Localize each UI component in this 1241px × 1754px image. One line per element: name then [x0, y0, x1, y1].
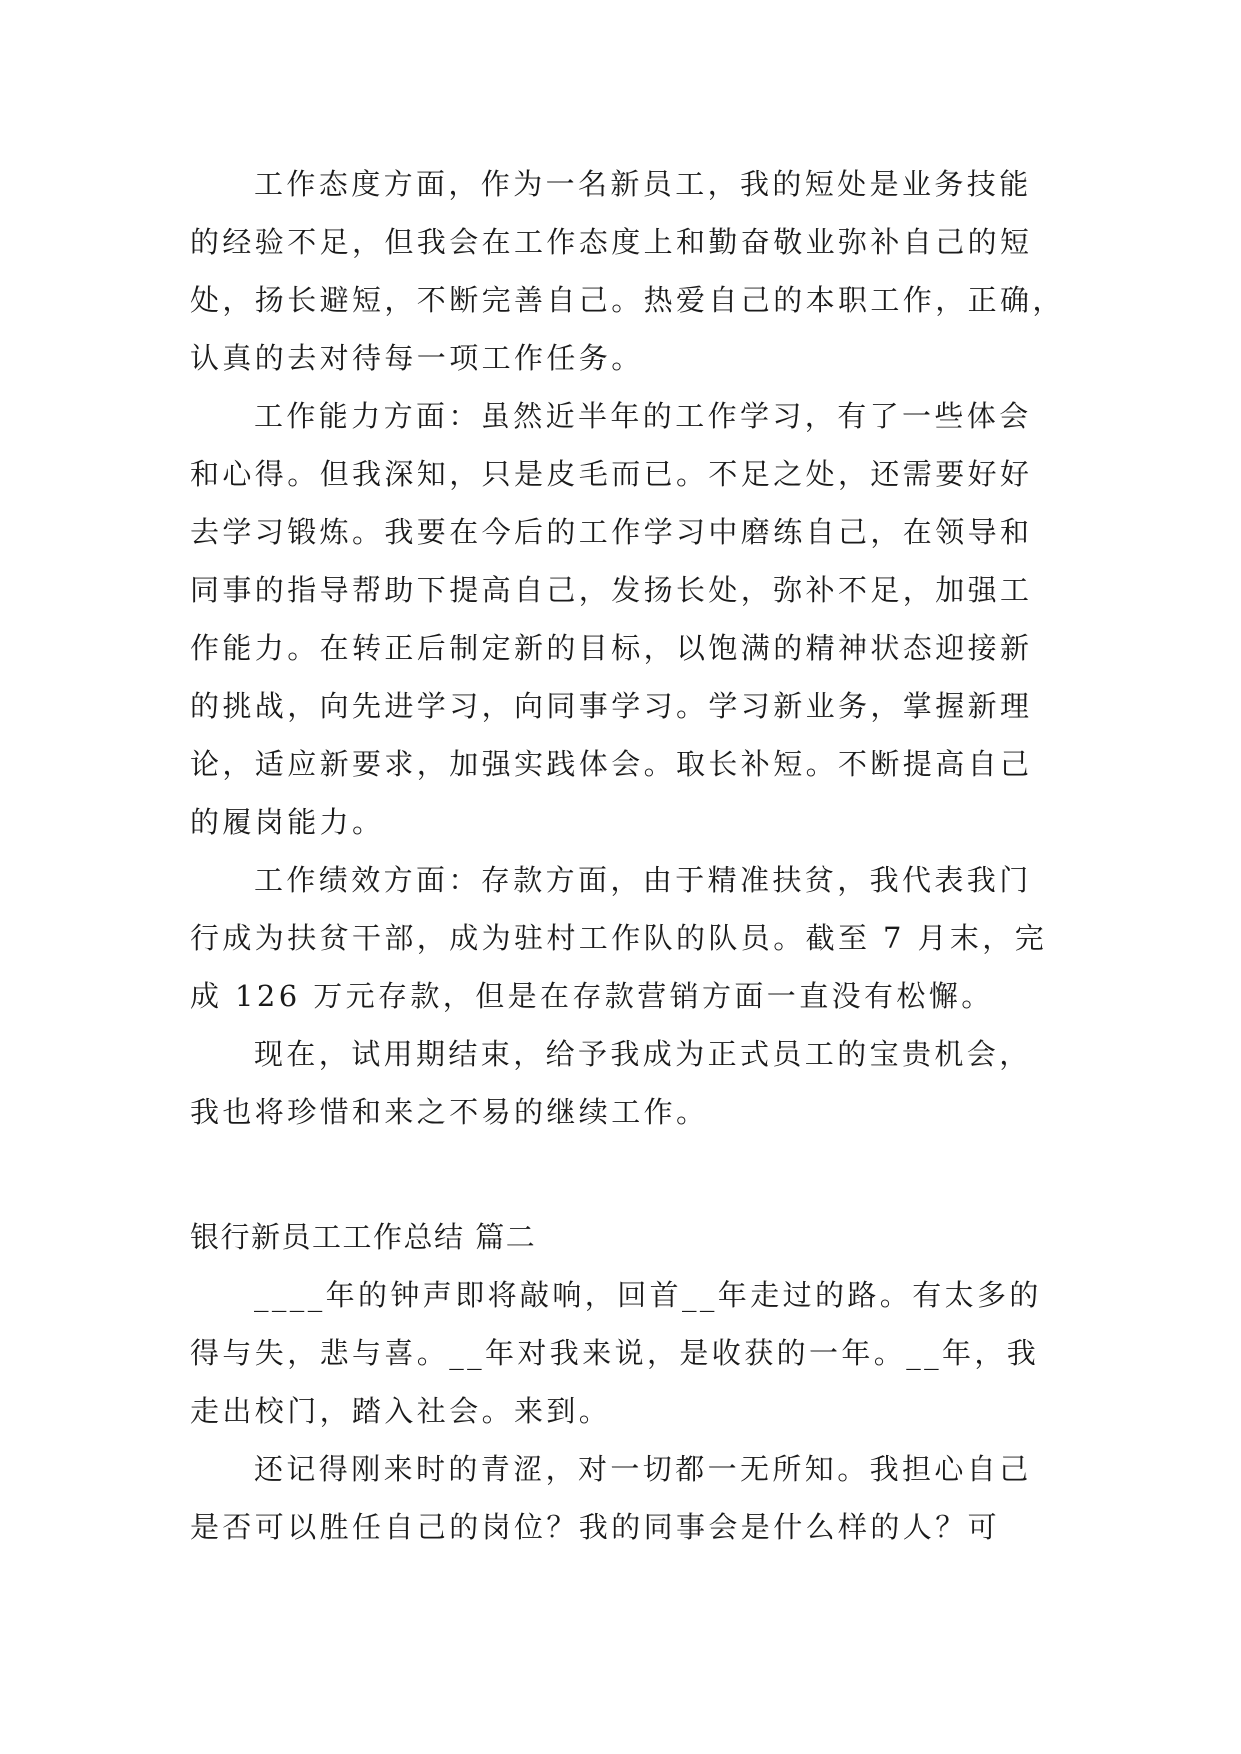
paragraph-line: 走出校门，踏入社会。来到。	[190, 1394, 612, 1428]
paragraph-line: 工作绩效方面：存款方面，由于精准扶贫，我代表我门	[254, 863, 1032, 897]
section-paragraph-memories	[190, 1440, 1050, 1556]
paragraph-line: 的履岗能力。	[190, 805, 385, 839]
paragraph-work-ability	[190, 387, 1050, 851]
paragraph-line: 认真的去对待每一项工作任务。	[190, 341, 644, 375]
paragraph-line: 我也将珍惜和来之不易的继续工作。	[190, 1095, 709, 1129]
paragraph-line: 作能力。在转正后制定新的目标，以饱满的精神状态迎接新	[190, 631, 1033, 665]
paragraph-line: ____年的钟声即将敲响，回首__年走过的路。有太多的	[254, 1278, 1042, 1312]
paragraph-line: 的经验不足，但我会在工作态度上和勤奋敬业弥补自己的短	[190, 225, 1033, 259]
paragraph-line: 论，适应新要求，加强实践体会。取长补短。不断提高自己	[190, 747, 1033, 781]
section-heading: 银行新员工工作总结 篇二	[190, 1220, 537, 1254]
paragraph-line: 得与失，悲与喜。__年对我来说，是收获的一年。__年，我	[190, 1336, 1040, 1370]
paragraph-line: 去学习锻炼。我要在今后的工作学习中磨练自己，在领导和	[190, 515, 1033, 549]
paragraph-conclusion	[190, 1025, 1050, 1141]
paragraph-work-attitude	[190, 155, 1065, 387]
paragraph-line: 处，扬长避短，不断完善自己。热爱自己的本职工作，正确，	[190, 283, 1065, 317]
paragraph-line: 的挑战，向先进学习，向同事学习。学习新业务，掌握新理	[190, 689, 1033, 723]
paragraph-line: 行成为扶贫干部，成为驻村工作队的队员。截至 7 月末，完	[190, 921, 1048, 955]
paragraph-line: 工作态度方面，作为一名新员工，我的短处是业务技能	[254, 167, 1032, 201]
paragraph-work-performance	[190, 851, 1050, 1025]
paragraph-line: 工作能力方面：虽然近半年的工作学习，有了一些体会	[254, 399, 1032, 433]
paragraph-line: 成 126 万元存款，但是在存款营销方面一直没有松懈。	[190, 979, 994, 1013]
paragraph-line: 现在，试用期结束，给予我成为正式员工的宝贵机会，	[254, 1037, 1032, 1071]
paragraph-line: 和心得。但我深知，只是皮毛而已。不足之处，还需要好好	[190, 457, 1033, 491]
section-paragraph-intro	[190, 1266, 1050, 1440]
paragraph-line: 同事的指导帮助下提高自己，发扬长处，弥补不足，加强工	[190, 573, 1033, 607]
paragraph-line: 还记得刚来时的青涩，对一切都一无所知。我担心自己	[254, 1452, 1032, 1486]
paragraph-line: 是否可以胜任自己的岗位？我的同事会是什么样的人？可	[190, 1510, 1001, 1544]
